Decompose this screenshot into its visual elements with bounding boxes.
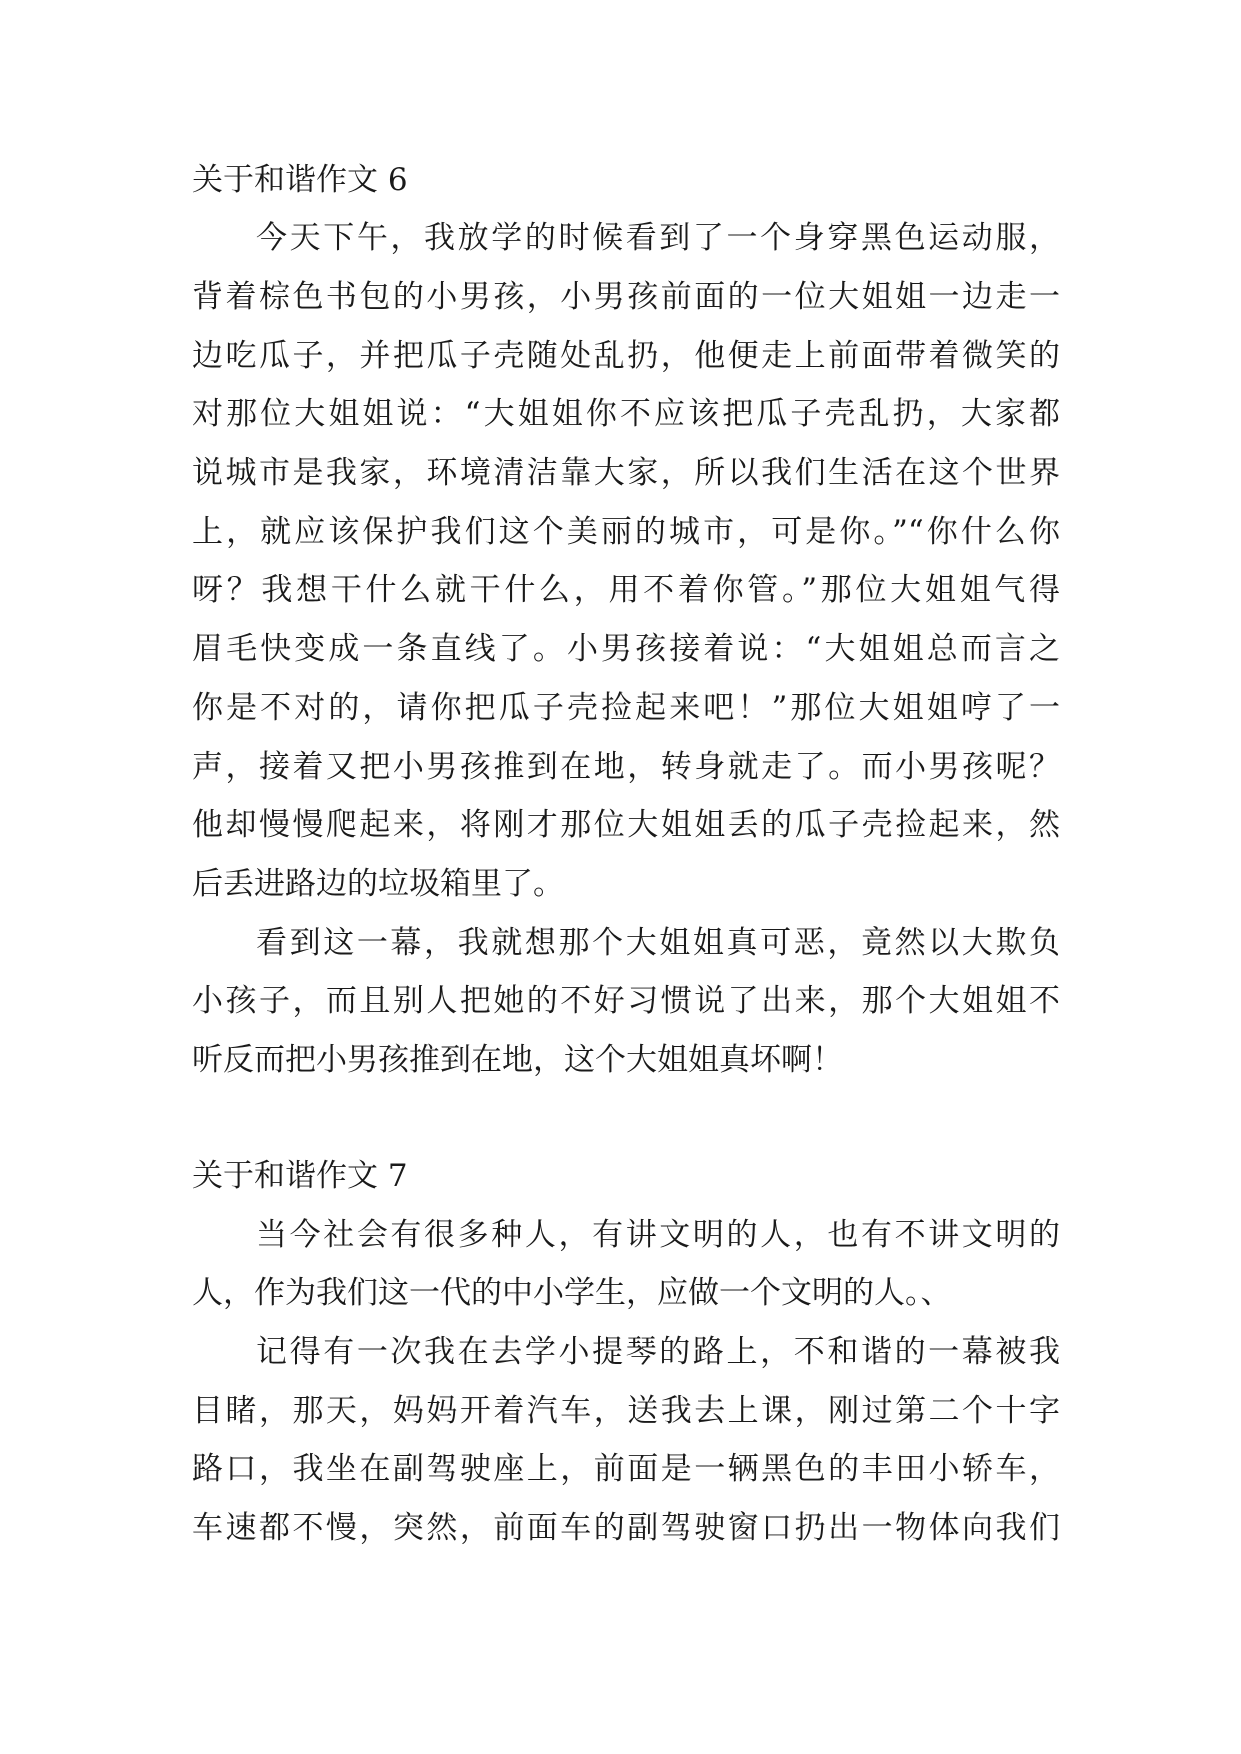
paragraph-line: 眉毛快变成一条直线了。小男孩接着说：“大姐姐总而言之: [192, 631, 1060, 667]
paragraph-line: 看到这一幕，我就想那个大姐姐真可恶，竟然以大欺负: [256, 925, 1060, 961]
paragraph-line: 路口，我坐在副驾驶座上，前面是一辆黑色的丰田小轿车，: [192, 1451, 1060, 1487]
paragraph-line: 后丢进路边的垃圾箱里了。: [192, 866, 564, 902]
paragraph-line: 目睹，那天，妈妈开着汽车，送我去上课，刚过第二个十字: [192, 1393, 1060, 1429]
paragraph-line: 你是不对的，请你把瓜子壳捡起来吧！”那位大姐姐哼了一: [192, 690, 1060, 726]
paragraph-line: 边吃瓜子，并把瓜子壳随处乱扔，他便走上前面带着微笑的: [192, 338, 1060, 374]
paragraph-line: 人，作为我们这一代的中小学生，应做一个文明的人。、: [192, 1275, 952, 1311]
paragraph-line: 小孩子，而且别人把她的不好习惯说了出来，那个大姐姐不: [192, 983, 1060, 1019]
section-title: 关于和谐作文 7: [192, 1158, 408, 1194]
paragraph-line: 当今社会有很多种人，有讲文明的人，也有不讲文明的: [256, 1217, 1060, 1253]
paragraph-line: 记得有一次我在去学小提琴的路上，不和谐的一幕被我: [256, 1334, 1060, 1370]
paragraph-line: 上，就应该保护我们这个美丽的城市，可是你。”“你什么你: [192, 514, 1060, 550]
paragraph-line: 背着棕色书包的小男孩，小男孩前面的一位大姐姐一边走一: [192, 279, 1060, 315]
paragraph-line: 对那位大姐姐说：“大姐姐你不应该把瓜子壳乱扔，大家都: [192, 396, 1060, 432]
paragraph-line: 听反而把小男孩推到在地，这个大姐姐真坏啊！: [192, 1042, 843, 1078]
paragraph-line: 车速都不慢，突然，前面车的副驾驶窗口扔出一物体向我们: [192, 1510, 1060, 1546]
paragraph-line: 呀？我想干什么就干什么，用不着你管。”那位大姐姐气得: [192, 572, 1060, 608]
paragraph-line: 声，接着又把小男孩推到在地，转身就走了。而小男孩呢？: [192, 749, 1060, 785]
paragraph-line: 他却慢慢爬起来，将刚才那位大姐姐丢的瓜子壳捡起来，然: [192, 807, 1060, 843]
section-title: 关于和谐作文 6: [192, 162, 408, 198]
paragraph-line: 今天下午，我放学的时候看到了一个身穿黑色运动服，: [256, 220, 1060, 256]
paragraph-line: 说城市是我家，环境清洁靠大家，所以我们生活在这个世界: [192, 455, 1060, 491]
